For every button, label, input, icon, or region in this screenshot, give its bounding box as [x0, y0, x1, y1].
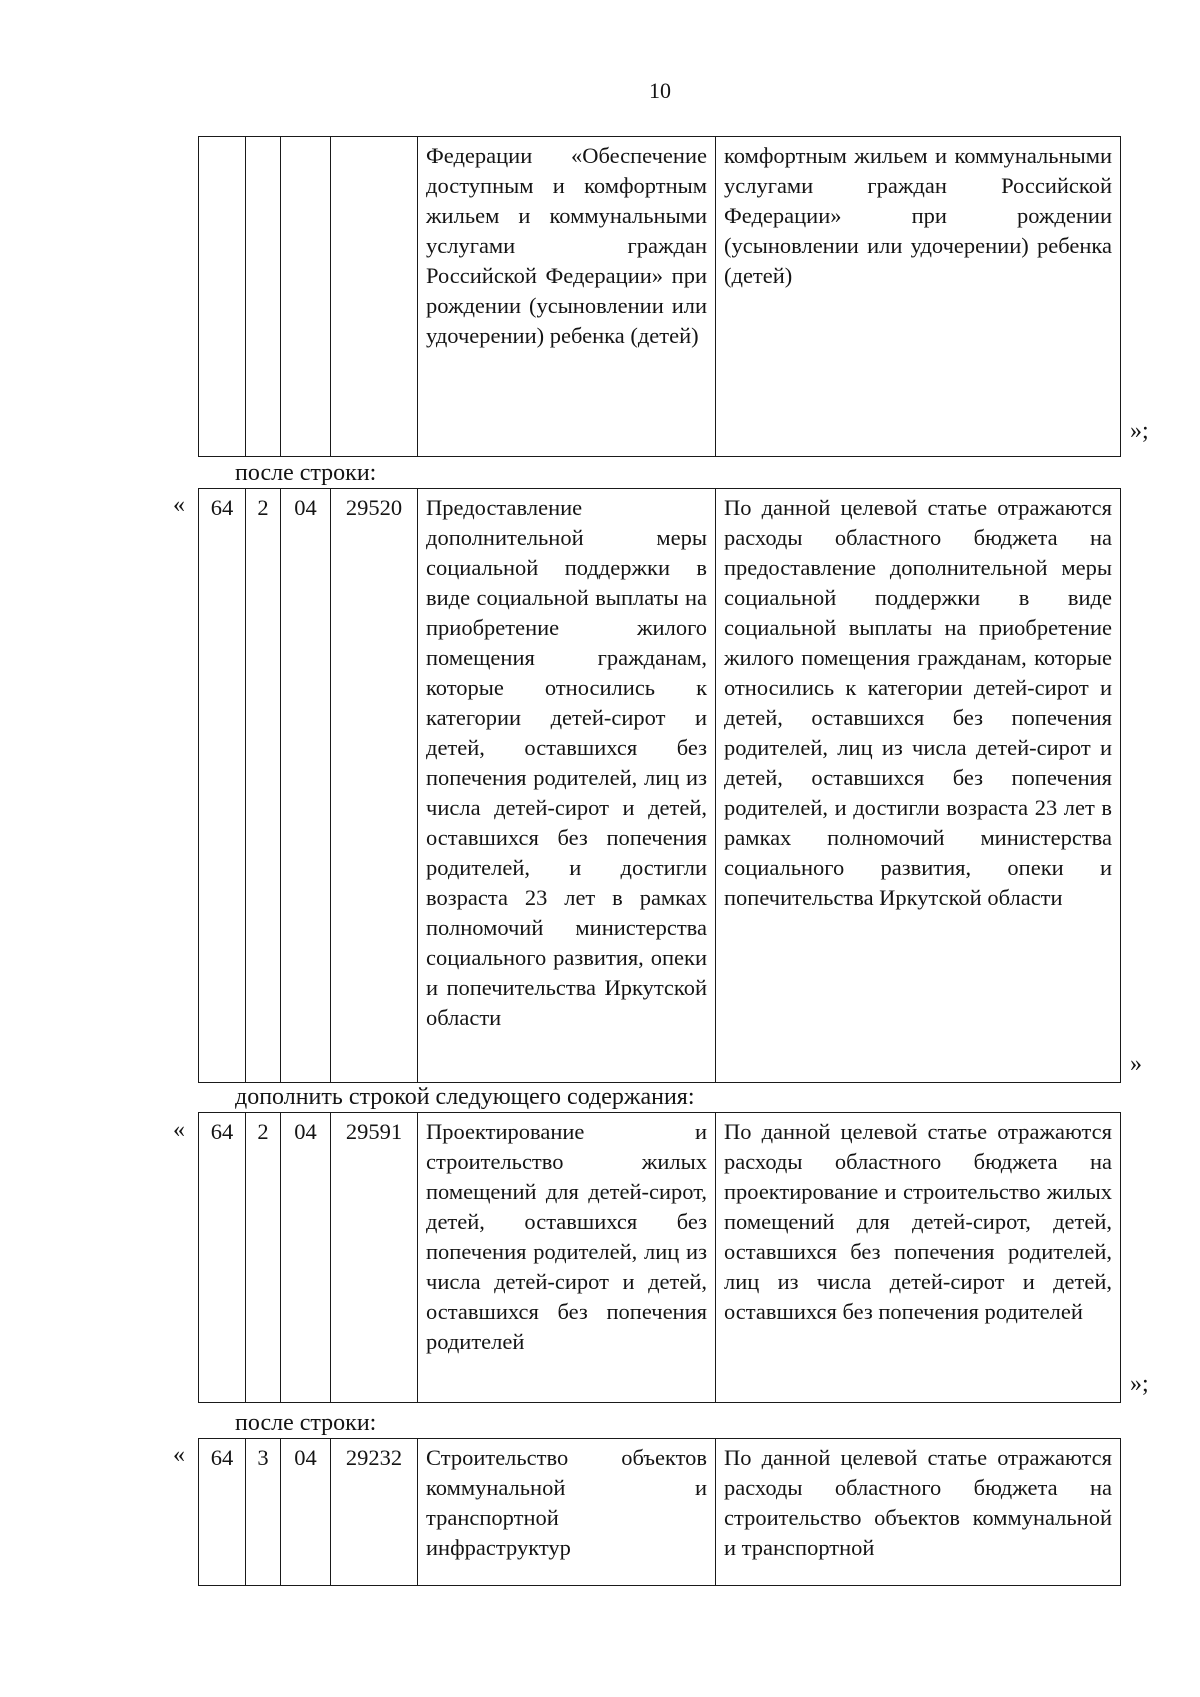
record-table-2: [198, 488, 1121, 1083]
record-table-3: [198, 1112, 1121, 1403]
code-cell-2: 2: [246, 489, 281, 1083]
caption-after-row-2: после строки:: [235, 1410, 377, 1436]
code-cell-1: 64: [199, 489, 246, 1083]
record-table-1: [198, 136, 1121, 457]
closing-quote-2: »: [1130, 1051, 1142, 1077]
closing-quote-3: »;: [1130, 1371, 1149, 1397]
code-cell-1: 64: [199, 1113, 246, 1403]
item-description-cell: комфортным жильем и коммунальными услугами граждан Российской Федерации» при рождении (усыновлении или удочерении) ребенка (детей): [716, 137, 1121, 457]
item-name-cell: Строительство объектов коммунальной и транспортной инфраструктур: [418, 1439, 716, 1586]
code-cell-4: 29232: [331, 1439, 418, 1586]
opening-quote-3: «: [173, 1117, 185, 1143]
code-cell-3: 04: [281, 489, 331, 1083]
item-description-cell: По данной целевой статье отражаются расходы областного бюджета на предоставление дополнительной меры социальной поддержки в виде социальной выплаты на приобретение жилого помещения гражданам, которые относились к категории детей-сирот и детей, оставшихся без попечения родителей, лиц из числа детей-сирот и детей, оставшихся без попечения родителей, и достигли возраста 23 лет в рамках полномочий министерства социального развития, опеки и попечительства Иркутской области: [716, 489, 1121, 1083]
item-name-cell: Предоставление дополнительной меры социальной поддержки в виде социальной выплаты на приобретение жилого помещения гражданам, которые относились к категории детей-сирот и детей, оставшихся без попечения родителей, лиц из числа детей-сирот и детей, оставшихся без попечения родителей, и достигли возраста 23 лет в рамках полномочий министерства социального развития, опеки и попечительства Иркутской области: [418, 489, 716, 1083]
opening-quote-2: «: [173, 492, 185, 518]
table-row: [199, 1113, 1121, 1403]
item-description-cell: По данной целевой статье отражаются расходы областного бюджета на строительство объектов коммунальной и транспортной: [716, 1439, 1121, 1586]
table-row: [199, 489, 1121, 1083]
code-cell-2: 2: [246, 1113, 281, 1403]
table-row: [199, 1439, 1121, 1586]
code-cell-2: [246, 137, 281, 457]
caption-add-row: дополнить строкой следующего содержания:: [235, 1084, 695, 1110]
item-name-cell: Федерации «Обеспечение доступным и комфортным жильем и коммунальными услугами граждан Российской Федерации» при рождении (усыновлении или удочерении) ребенка (детей): [418, 137, 716, 457]
code-cell-4: [331, 137, 418, 457]
code-cell-1: 64: [199, 1439, 246, 1586]
opening-quote-4: «: [173, 1442, 185, 1468]
record-table-4: [198, 1438, 1121, 1586]
page-number: 10: [649, 78, 671, 103]
item-description-cell: По данной целевой статье отражаются расходы областного бюджета на проектирование и строительство жилых помещений для детей-сирот, детей, оставшихся без попечения родителей, лиц из числа детей-сирот и детей, оставшихся без попечения родителей: [716, 1113, 1121, 1403]
table-row: [199, 137, 1121, 457]
caption-after-row-1: после строки:: [235, 460, 377, 486]
code-cell-2: 3: [246, 1439, 281, 1586]
code-cell-4: 29520: [331, 489, 418, 1083]
code-cell-3: 04: [281, 1113, 331, 1403]
code-cell-3: 04: [281, 1439, 331, 1586]
code-cell-3: [281, 137, 331, 457]
code-cell-4: 29591: [331, 1113, 418, 1403]
item-name-cell: Проектирование и строительство жилых помещений для детей-сирот, детей, оставшихся без попечения родителей, лиц из числа детей-сирот и детей, оставшихся без попечения родителей: [418, 1113, 716, 1403]
closing-quote-1: »;: [1130, 418, 1149, 444]
code-cell-1: [199, 137, 246, 457]
